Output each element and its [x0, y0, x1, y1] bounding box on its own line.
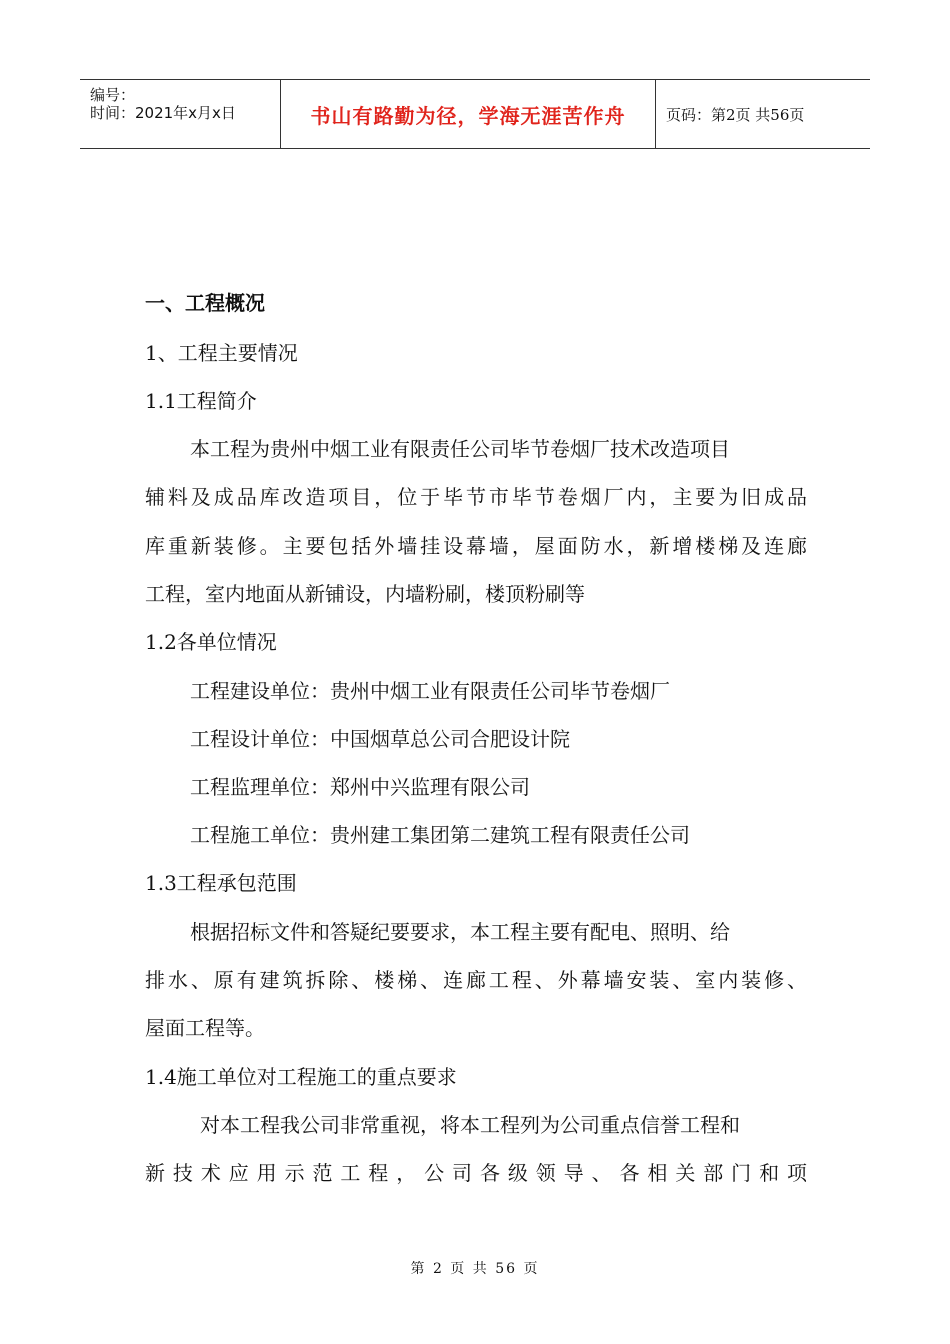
paragraph-line: 对本工程我公司非常重视，将本工程列为公司重点信誉工程和 [200, 1113, 740, 1137]
subsection-heading: 1.2各单位情况 [145, 630, 277, 654]
subsection-heading: 1.1工程简介 [145, 389, 257, 413]
unit-line: 工程设计单位：中国烟草总公司合肥设计院 [190, 727, 570, 751]
header-page-info: 页码：第2页 共56页 [666, 106, 805, 124]
paragraph-line: 屋面工程等。 [145, 1016, 265, 1040]
subsection-heading: 1、工程主要情况 [145, 341, 298, 365]
paragraph-line: 新技术应用示范工程，公司各级领导、各相关部门和项 [145, 1161, 807, 1185]
unit-line: 工程建设单位：贵州中烟工业有限责任公司毕节卷烟厂 [190, 679, 670, 703]
header-meta-cell [80, 80, 281, 148]
section-heading: 一、工程概况 [145, 291, 265, 315]
paragraph-line: 库重新装修。主要包括外墙挂设幕墙，屋面防水，新增楼梯及连廊 [145, 534, 807, 558]
header-motto: 书山有路勤为径，学海无涯苦作舟 [310, 104, 626, 128]
unit-line: 工程监理单位：郑州中兴监理有限公司 [190, 775, 530, 799]
header-page-cell [656, 80, 870, 148]
header-motto-cell [281, 80, 656, 148]
paragraph-line: 本工程为贵州中烟工业有限责任公司毕节卷烟厂技术改造项目 [190, 437, 730, 461]
paragraph-line: 工程，室内地面从新铺设，内墙粉刷，楼顶粉刷等 [145, 582, 585, 606]
subsection-heading: 1.4施工单位对工程施工的重点要求 [145, 1065, 457, 1089]
subsection-heading: 1.3工程承包范围 [145, 871, 297, 895]
paragraph-line: 辅料及成品库改造项目，位于毕节市毕节卷烟厂内，主要为旧成品 [145, 485, 807, 509]
paragraph-line: 根据招标文件和答疑纪要要求，本工程主要有配电、照明、给 [190, 920, 730, 944]
page-footer: 第 2 页 共 56 页 [410, 1261, 540, 1277]
paragraph-line: 排水、原有建筑拆除、楼梯、连廊工程、外幕墙安装、室内装修、 [145, 968, 807, 992]
document-number: 编号： [90, 86, 136, 104]
document-time: 时间：2021年x月x日 [90, 104, 236, 122]
unit-line: 工程施工单位：贵州建工集团第二建筑工程有限责任公司 [190, 823, 690, 847]
document-header [80, 79, 870, 149]
